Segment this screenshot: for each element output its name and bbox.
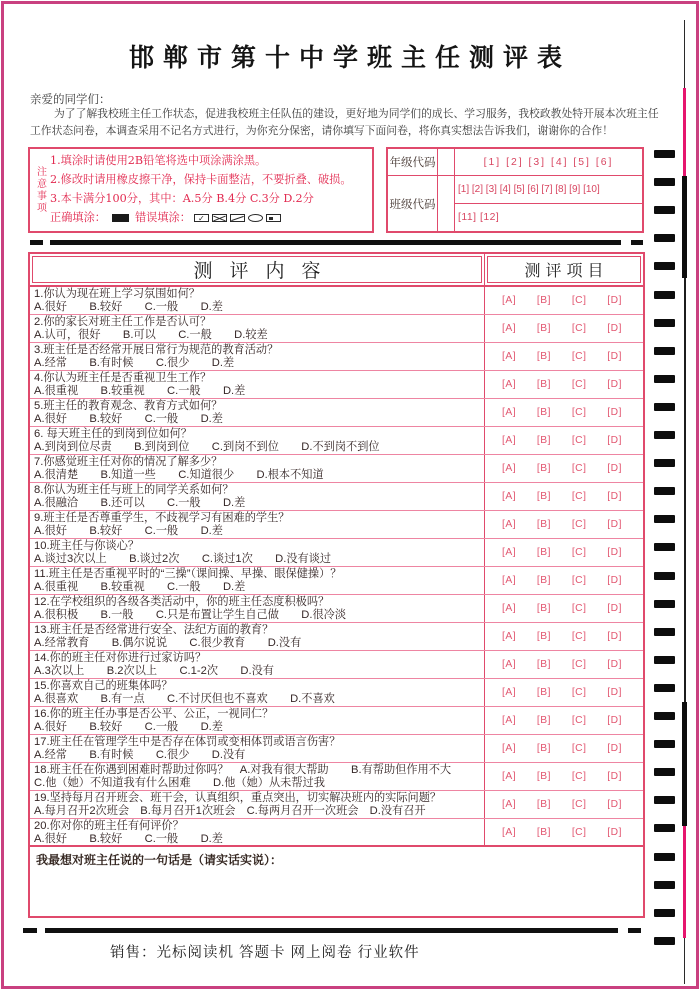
timing-mark [654,291,675,299]
answer-bubble-b[interactable]: [B] [536,799,551,810]
grade-code-label: 年级代码 [388,149,438,176]
bubble-group [485,651,643,678]
question-cell [30,763,485,790]
correct-fill-mark-icon [112,214,129,222]
timing-mark [654,740,675,748]
edge-track-segment [684,278,686,702]
question-cell [30,623,485,650]
timing-mark [654,487,675,495]
notice-item-2: 2.修改时请用橡皮擦干净，保持卡面整洁，不要折叠、破损。 [50,173,352,186]
question-cell [30,343,485,370]
question-text: 19.坚持每月召开班会、班干会，认真组织，重点突出，切实解决班内的实际问题？ [34,792,442,804]
question-cell [30,595,485,622]
wrong-mark-slash-icon [230,214,245,222]
answer-bubble-a[interactable]: [A] [502,603,517,614]
answer-bubble-a[interactable]: [A] [502,631,517,642]
class-code-options-row2[interactable]: [11] [12] [458,211,500,223]
answer-bubble-b[interactable]: [B] [536,687,551,698]
grade-code-blank-cell [438,149,455,176]
timing-mark [654,684,675,692]
timing-mark [654,656,675,664]
answer-bubble-c[interactable]: [C] [571,826,587,838]
question-cell [30,511,485,538]
edge-track-segment [682,176,687,278]
question-cell [30,539,485,566]
evaluation-table [28,252,645,918]
answer-bubble-d[interactable]: [D] [607,771,622,782]
question-options: A.很好 B.较好 C.一般 D.差 [34,721,223,733]
separator-bar-bottom [45,928,618,933]
question-cell [30,651,485,678]
timing-mark [654,572,675,580]
edge-track-segment [683,88,686,176]
wrong-mark-oval-icon [248,214,263,222]
answer-bubble-a[interactable]: [A] [502,491,517,502]
timing-mark [654,543,675,551]
content-header-cell [30,254,485,285]
question-text: 20.你对你的班主任有何评价？ [34,820,184,832]
timing-mark [654,768,675,776]
question-cell [30,735,485,762]
answer-bubble-c[interactable]: [C] [571,435,587,446]
class-code-blank-cell [438,176,455,231]
question-row [30,343,643,371]
answer-bubble-d[interactable]: [D] [607,519,622,530]
question-options: A.很好 B.较好 C.一般 D.差 [34,301,223,313]
answer-bubble-d[interactable]: [D] [607,799,622,810]
class-code-options-row1[interactable]: [1] [2] [3] [4] [5] [6] [7] [8] [9] [10] [455,176,642,203]
answer-bubble-c[interactable]: [C] [571,491,587,502]
question-options: A.经常 B.有时候 C.很少 D.没有 [34,749,246,761]
question-text: 4.你认为班主任是否重视卫生工作？ [34,372,212,384]
answer-bubble-a[interactable]: [A] [502,575,517,586]
question-row [30,399,643,427]
timing-mark [654,824,675,832]
answer-bubble-c[interactable]: [C] [571,715,587,726]
question-options: A.到岗到位尽责 B.到岗到位 C.到岗不到位 D.不到岗不到位 [34,441,380,453]
answer-bubble-a[interactable]: [A] [502,435,517,446]
answer-bubble-d[interactable]: [D] [607,463,622,474]
timing-mark [654,347,675,355]
answer-bubble-b[interactable]: [B] [536,435,551,446]
timing-mark [654,150,675,158]
answer-bubble-b[interactable]: [B] [536,771,551,782]
class-code-label: 班级代码 [388,176,438,231]
answer-bubble-b[interactable]: [B] [536,323,551,334]
answer-bubble-d[interactable]: [D] [607,435,622,446]
question-row [30,791,643,819]
question-options: A.谈过3次以上 B.谈过2次 C.谈过1次 D.没有谈过 [34,553,332,565]
answer-bubble-b[interactable]: [B] [536,407,551,418]
greeting-line: 亲爱的同学们： [30,92,111,106]
wrong-mark-cross-icon [212,214,227,222]
timing-mark [654,853,675,861]
question-cell [30,679,485,706]
answer-bubble-b[interactable]: [B] [536,547,551,558]
timing-mark [654,712,675,720]
bubble-group [485,819,643,845]
code-grid [386,147,644,233]
bubble-group [485,427,643,454]
question-row [30,287,643,315]
question-row [30,707,643,735]
answer-bubble-b[interactable]: [B] [536,463,551,474]
answer-bubble-a[interactable]: [A] [502,715,517,726]
notice-box [28,147,374,233]
edge-track-segment [682,702,687,826]
question-text: 14.你的班主任对你进行过家访吗？ [34,652,207,664]
question-options: A.很积极 B.一般 C.只是布置让学生自己做 D.很冷淡 [34,609,347,621]
question-options: C.他（她）不知道我有什么困难 D.他（她）从未帮过我 [34,777,325,789]
answer-bubble-d[interactable]: [D] [607,575,622,586]
intro-paragraph: 为了了解我校班主任工作状态，促进我校班主任队伍的建设，更好地为同学们的成长、学习服务，我校政教处特开展本次班主任工作状态问卷，本调查采用不记名方式进行，为你充分保密，请你填写下面问卷，将你真实想法告诉我们，谢谢你的合作！ [30,107,659,137]
answer-bubble-c[interactable]: [C] [571,631,587,642]
table-header-row [30,254,643,287]
timing-mark [654,600,675,608]
timing-mark [654,909,675,917]
answer-bubble-a[interactable]: [A] [502,463,517,474]
answer-bubble-b[interactable]: [B] [536,603,551,614]
question-row [30,819,643,847]
answer-bubble-c[interactable]: [C] [571,407,587,418]
answer-bubble-a[interactable]: [A] [502,771,517,782]
content-header: 测评内容 [32,256,482,283]
timing-mark [654,262,675,270]
timing-mark [654,515,675,523]
answer-bubble-d[interactable]: [D] [607,603,622,614]
answer-bubble-b[interactable]: [B] [536,519,551,530]
answer-bubble-d[interactable]: [D] [607,407,622,418]
wrong-fill-label: 错误填涂： [134,211,191,224]
timing-mark [654,881,675,889]
bubble-group [485,623,643,650]
bubble-group [485,511,643,538]
answer-bubble-d[interactable]: [D] [607,826,622,838]
answer-bubble-a[interactable]: [A] [502,799,517,810]
separator-bar-top [50,240,621,245]
bubble-group [485,595,643,622]
answer-bubble-b[interactable]: [B] [536,575,551,586]
question-text: 11.班主任是否重视平时的“三操”（课间操、早操、眼保健操）？ [34,568,342,580]
answer-bubble-b[interactable]: [B] [536,659,551,670]
item-header: 测评项目 [487,256,641,283]
question-text: 6. 每天班主任的到岗到位如何？ [34,428,192,440]
answer-bubble-d[interactable]: [D] [607,547,622,558]
question-cell [30,455,485,482]
question-row [30,539,643,567]
timing-mark [654,796,675,804]
question-text: 5.班主任的教育观念、教育方式如何？ [34,400,223,412]
separator-dash [30,240,43,245]
answer-bubble-d[interactable]: [D] [607,631,622,642]
question-options: A.很融洽 B.还可以 C.一般 D.差 [34,497,246,509]
bubble-group [485,455,643,482]
question-text: 2.你的家长对班主任工作是否认可？ [34,316,212,328]
answer-bubble-a[interactable]: [A] [502,379,517,390]
question-text: 3.班主任是否经常开展日常行为规范的教育活动？ [34,344,279,356]
question-row [30,595,643,623]
answer-bubble-d[interactable]: [D] [607,323,622,334]
question-options: A.每月召开2次班会 B.每月召开1次班会 C.每两月召开一次班会 D.没有召开 [34,805,426,817]
question-rows [30,287,643,847]
free-response-prompt: 我最想对班主任说的一句话是（请实话实说）： [36,853,283,867]
question-cell [30,483,485,510]
answer-bubble-c[interactable]: [C] [571,295,587,306]
answer-bubble-b[interactable]: [B] [536,351,551,362]
question-text: 13.班主任是否经常进行安全、法纪方面的教育？ [34,624,274,636]
timing-mark [654,403,675,411]
question-row [30,455,643,483]
question-options: A.很好 B.较好 C.一般 D.差 [34,525,223,537]
answer-bubble-b[interactable]: [B] [536,743,551,754]
correct-fill-label: 正确填涂： [50,211,106,224]
answer-bubble-b[interactable]: [B] [536,631,551,642]
question-row [30,651,643,679]
answer-bubble-c[interactable]: [C] [571,379,587,390]
question-row [30,567,643,595]
fill-example-line [50,208,370,227]
wrong-mark-check-icon [194,214,209,222]
timing-mark [654,937,675,945]
notice-item-3: 3.本卡满分100分，其中：A.5分 B.4分 C.3分 D.2分 [50,192,314,205]
answer-bubble-d[interactable]: [D] [607,351,622,362]
bubble-group [485,287,643,314]
answer-bubble-c[interactable]: [C] [571,547,587,558]
answer-bubble-c[interactable]: [C] [571,659,587,670]
answer-bubble-c[interactable]: [C] [571,603,587,614]
notice-body [48,149,372,231]
answer-bubble-d[interactable]: [D] [607,379,622,390]
question-text: 9.班主任是否尊重学生，不歧视学习有困难的学生？ [34,512,290,524]
question-row [30,763,643,791]
answer-bubble-b[interactable]: [B] [536,491,551,502]
question-row [30,315,643,343]
bubble-group [485,539,643,566]
question-options: A.很重视 B.较重视 C.一般 D.差 [34,385,246,397]
answer-bubble-a[interactable]: [A] [502,323,517,334]
bubble-group [485,483,643,510]
answer-bubble-d[interactable]: [D] [607,743,622,754]
question-cell [30,707,485,734]
notice-label: 注意事项 [34,166,46,214]
separator-dash [628,928,641,933]
answer-bubble-b[interactable]: [B] [536,379,551,390]
question-text: 1.你认为现在班上学习氛围如何？ [34,288,200,300]
bubble-group [485,371,643,398]
free-response-area[interactable] [36,868,637,912]
edge-track-segment [684,938,685,984]
bubble-group [485,315,643,342]
answer-bubble-c[interactable]: [C] [571,463,587,474]
question-cell [30,399,485,426]
question-row [30,511,643,539]
answer-bubble-c[interactable]: [C] [571,799,587,810]
question-options: A.3次以上 B.2次以上 C.1-2次 D.没有 [34,665,274,677]
bubble-group [485,763,643,790]
question-options: A.认可，很好 B.可以 C.一般 D.较差 [34,329,268,341]
answer-bubble-a[interactable]: [A] [502,295,517,306]
answer-bubble-b[interactable]: [B] [536,826,551,838]
timing-mark [654,459,675,467]
answer-bubble-a[interactable]: [A] [502,407,517,418]
answer-bubble-c[interactable]: [C] [571,323,587,334]
answer-bubble-c[interactable]: [C] [571,519,587,530]
answer-bubble-a[interactable]: [A] [502,826,517,838]
question-row [30,427,643,455]
separator-dash [23,928,37,933]
bubble-group [485,735,643,762]
question-row [30,679,643,707]
question-row [30,371,643,399]
bubble-group [485,791,643,818]
question-options: A.很重视 B.较重视 C.一般 D.差 [34,581,246,593]
question-cell [30,315,485,342]
answer-bubble-c[interactable]: [C] [571,743,587,754]
bubble-group [485,707,643,734]
edge-track-segment [684,20,685,88]
item-header-cell [485,254,643,285]
question-row [30,735,643,763]
answer-bubble-a[interactable]: [A] [502,743,517,754]
grade-code-options[interactable]: [1] [2] [3] [4] [5] [6] [455,149,642,176]
question-text: 7.你感觉班主任对你的情况了解多少？ [34,456,223,468]
answer-bubble-c[interactable]: [C] [571,687,587,698]
footer-sales-text: 销售：光标阅读机 答题卡 网上阅卷 行业软件 [110,945,420,961]
question-options: A.很好 B.较好 C.一般 D.差 [34,833,223,845]
answer-bubble-d[interactable]: [D] [607,687,622,698]
bubble-group [485,343,643,370]
answer-bubble-d[interactable]: [D] [607,715,622,726]
timing-mark [654,234,675,242]
question-text: 10.班主任与你谈心？ [34,540,140,552]
bubble-group [485,567,643,594]
question-row [30,623,643,651]
bubble-group [485,399,643,426]
separator-dash [631,240,643,245]
question-cell [30,371,485,398]
question-cell [30,791,485,818]
question-options: A.很清楚 B.知道一些 C.知道很少 D.根本不知道 [34,469,324,481]
edge-track-segment [683,826,686,938]
answer-bubble-a[interactable]: [A] [502,351,517,362]
timing-mark [654,431,675,439]
answer-bubble-a[interactable]: [A] [502,659,517,670]
answer-bubble-b[interactable]: [B] [536,295,551,306]
question-text: 18.班主任在你遇到困难时帮助过你吗？ A.对我有很大帮助 B.有帮助但作用不大 [34,764,452,776]
timing-mark [654,178,675,186]
question-cell [30,819,485,845]
question-options: A.很好 B.较好 C.一般 D.差 [34,413,223,425]
question-row [30,483,643,511]
answer-bubble-d[interactable]: [D] [607,659,622,670]
question-options: A.经常教育 B.偶尔说说 C.很少教育 D.没有 [34,637,302,649]
notice-item-1: 1.填涂时请使用2B铅笔将选中项涂满涂黑。 [50,154,267,167]
question-cell [30,427,485,454]
answer-bubble-a[interactable]: [A] [502,687,517,698]
timing-mark [654,375,675,383]
question-text: 15.你喜欢自己的班集体吗？ [34,680,173,692]
page-title: 邯郸市第十中学班主任测评表 [128,44,571,72]
answer-bubble-a[interactable]: [A] [502,547,517,558]
timing-mark [654,319,675,327]
question-text: 16.你的班主任办事是否公平、公正，一视同仁？ [34,708,274,720]
bubble-group [485,679,643,706]
timing-mark [654,206,675,214]
answer-bubble-a[interactable]: [A] [502,519,517,530]
question-cell [30,287,485,314]
question-text: 12.在学校组织的各级各类活动中，你的班主任态度积极吗？ [34,596,330,608]
timing-mark [654,628,675,636]
answer-bubble-b[interactable]: [B] [536,715,551,726]
answer-bubble-c[interactable]: [C] [571,575,587,586]
answer-bubble-c[interactable]: [C] [571,771,587,782]
question-text: 8.你认为班主任与班上的同学关系如何？ [34,484,234,496]
question-cell [30,567,485,594]
wrong-mark-dot-icon [266,214,281,222]
free-response-row [30,847,643,916]
answer-bubble-d[interactable]: [D] [607,295,622,306]
question-options: A.很喜欢 B.有一点 C.不讨厌但也不喜欢 D.不喜欢 [34,693,335,705]
question-options: A.经常 B.有时候 C.很少 D.差 [34,357,235,369]
question-text: 17.班主任在管理学生中是否存在体罚或变相体罚或语言伤害？ [34,736,341,748]
answer-bubble-d[interactable]: [D] [607,491,622,502]
answer-bubble-c[interactable]: [C] [571,351,587,362]
